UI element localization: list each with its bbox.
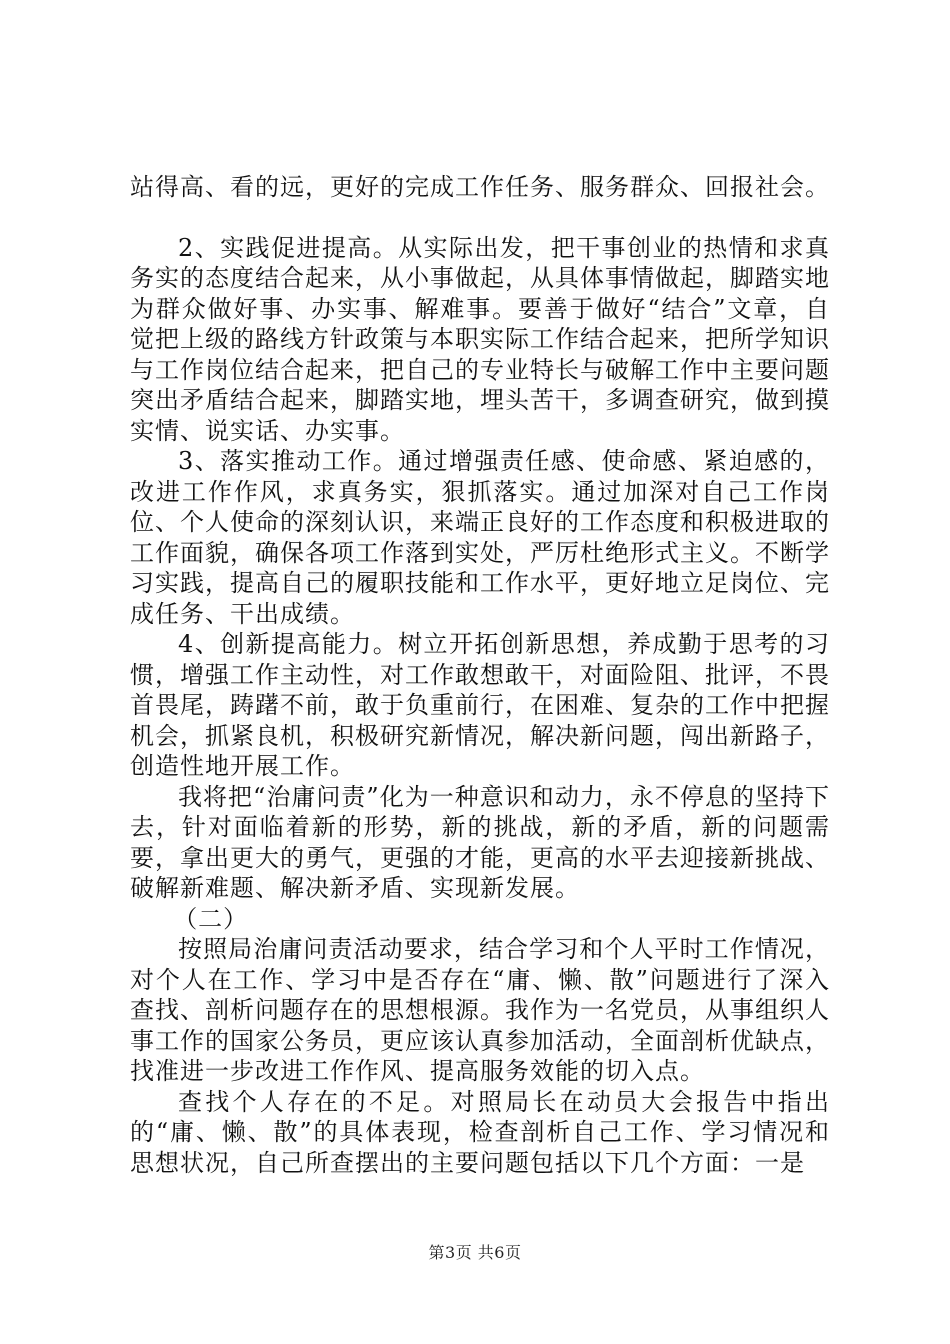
paragraph-shortcomings: 查找个人存在的不足。对照局长在动员大会报告中指出的“庸、懒、散”的具体表现，检查剖析自己工作、学习情况和思想状况，自己所查摆出的主要问题包括以下几个方面：一是 bbox=[130, 1087, 830, 1177]
paragraph-continuation: 站得高、看的远，更好的完成工作任务、服务群众、回报社会。 bbox=[130, 173, 830, 201]
paragraph-item-3: 3、落实推动工作。通过增强责任感、使命感、紧迫感的，改进工作作风，求真务实，狠抓落实。通过加深对自己工作岗位、个人使命的深刻认识，来端正良好的工作态度和积极进取的工作面貌，确保各项工作落到实处，严厉杜绝形式主义。不断学习实践，提高自己的履职技能和工作水平，更好地立足岗位、完成任务、干出成绩。 bbox=[130, 447, 830, 628]
paragraph-item-4: 4、创新提高能力。树立开拓创新思想，养成勤于思考的习惯，增强工作主动性，对工作敢想敢干，对面险阻、批评，不畏首畏尾，踌躇不前，敢于负重前行，在困难、复杂的工作中把握机会，抓紧良机，积极研究新情况，解决新问题，闯出新路子，创造性地开展工作。 bbox=[130, 630, 830, 780]
document-body bbox=[130, 172, 830, 1178]
paragraph-conclusion: 我将把“治庸问责”化为一种意识和动力，永不停息的坚持下去，针对面临着新的形势，新的挑战，新的矛盾，新的问题需要，拿出更大的勇气，更强的才能，更高的水平去迎接新挑战、破解新难题、解决新矛盾、实现新发展。 bbox=[130, 782, 830, 902]
paragraph-section-intro: 按照局治庸问责活动要求，结合学习和个人平时工作情况，对个人在工作、学习中是否存在“庸、懒、散”问题进行了深入查找、剖析问题存在的思想根源。我作为一名党员，从事组织人事工作的国家公务员，更应该认真参加活动，全面剖析优缺点，找准进一步改进工作作风、提高服务效能的切入点。 bbox=[130, 935, 830, 1085]
section-heading: （二） bbox=[173, 904, 249, 933]
paragraph-item-2: 2、实践促进提高。从实际出发，把干事创业的热情和求真务实的态度结合起来，从小事做起，从具体事情做起，脚踏实地为群众做好事、办实事、解难事。要善于做好“结合”文章，自觉把上级的路线方针政策与本职实际工作结合起来，把所学知识与工作岗位结合起来，把自己的专业特长与破解工作中主要问题突出矛盾结合起来，脚踏实地，埋头苦干，多调查研究，做到摸实情、说实话、办实事。 bbox=[130, 233, 830, 445]
page-number-footer: 第3页 共6页 bbox=[428, 1243, 522, 1262]
